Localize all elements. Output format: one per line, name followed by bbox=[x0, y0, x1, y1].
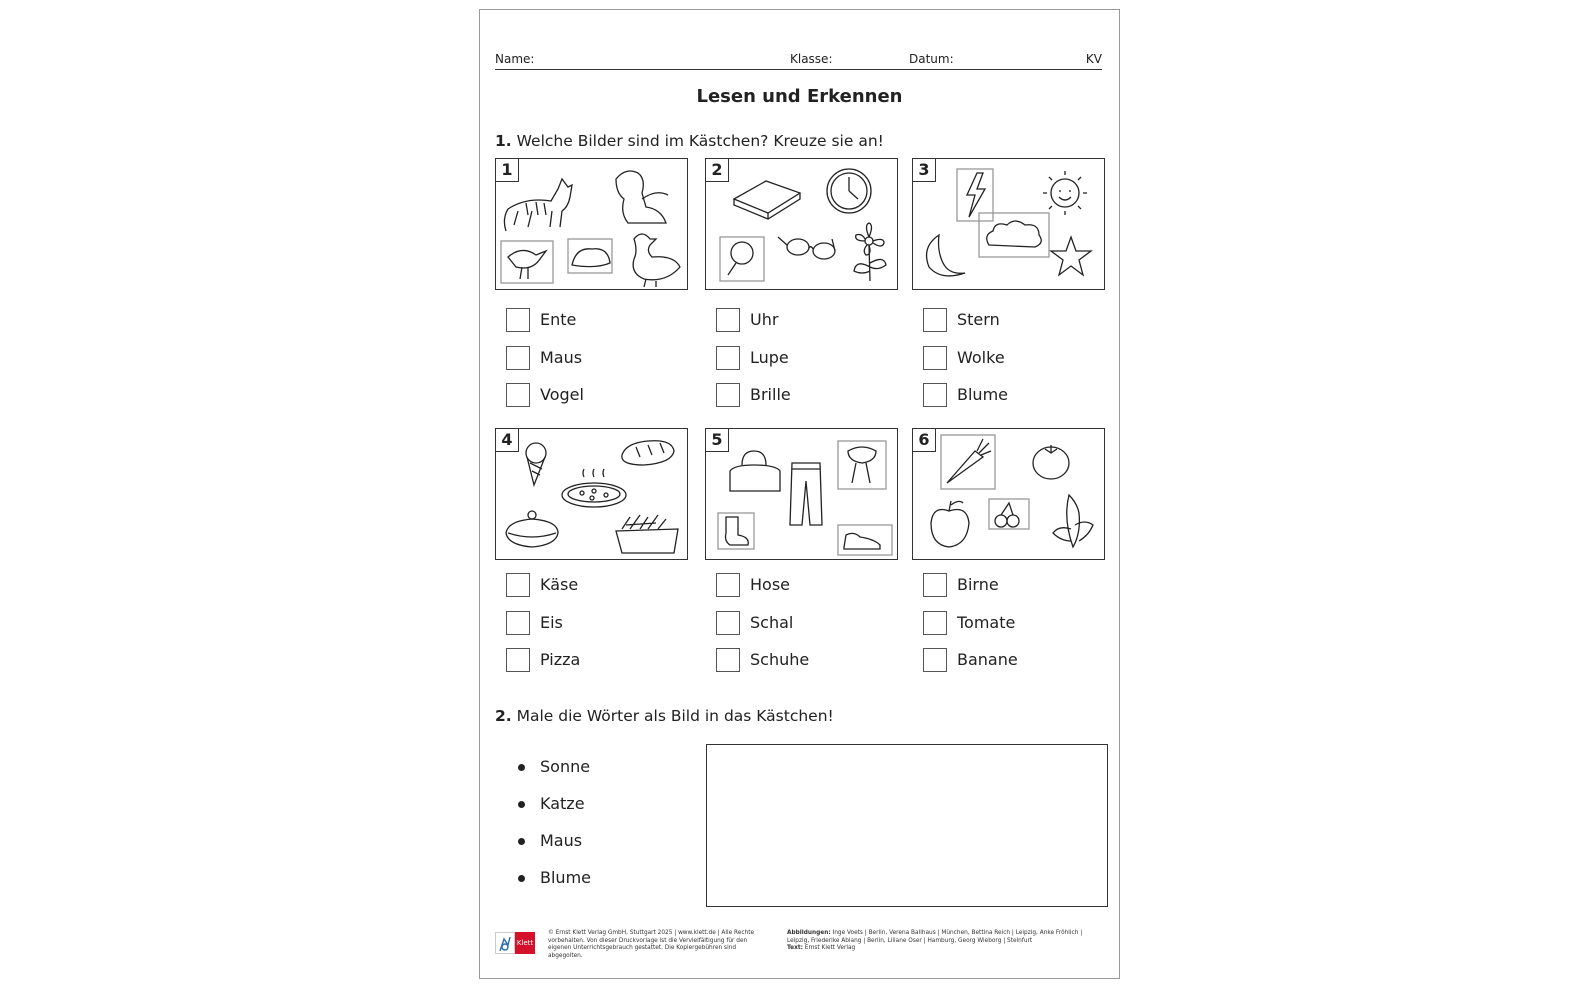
option-label: Lupe bbox=[750, 348, 789, 367]
frog-icon bbox=[568, 239, 612, 273]
shoes-icon bbox=[838, 525, 892, 555]
option-label: Pizza bbox=[540, 650, 581, 669]
scarf-icon bbox=[838, 441, 886, 489]
copyright-text: © Ernst Klett Verlag GmbH, Stuttgart 2025 | www.klett.de | Alle Rechte vorbehalten. Von dieser Druckvorlage ist die Vervielfältigung für den eigenen Unterrichtsgebrauch gestattet. Die Kopiergebühren sind abgegolten. bbox=[548, 930, 755, 959]
checkbox[interactable] bbox=[923, 611, 947, 635]
option-label: Stern bbox=[957, 310, 1000, 329]
header-line bbox=[495, 50, 1102, 70]
checkbox[interactable] bbox=[716, 346, 740, 370]
bird-icon bbox=[501, 241, 553, 283]
checkbox[interactable] bbox=[923, 648, 947, 672]
book-icon bbox=[734, 181, 800, 219]
option-label: Hose bbox=[750, 575, 790, 594]
fruit-illustration bbox=[913, 429, 1106, 561]
sky-illustration bbox=[913, 159, 1106, 291]
pizza-icon bbox=[562, 469, 626, 507]
option-label: Wolke bbox=[957, 348, 1005, 367]
name-label: Name: bbox=[495, 52, 535, 66]
option-label: Ente bbox=[540, 310, 577, 329]
box-number: 6 bbox=[912, 428, 936, 452]
box-number: 2 bbox=[705, 158, 729, 182]
dog-icon bbox=[616, 171, 668, 223]
bullet-icon bbox=[518, 801, 525, 808]
kv-label: KV bbox=[1085, 52, 1102, 66]
task-2-text: Male die Wörter als Bild in das Kästchen! bbox=[516, 707, 834, 725]
objects-illustration bbox=[706, 159, 899, 291]
checkbox[interactable] bbox=[506, 611, 530, 635]
checkbox[interactable] bbox=[716, 573, 740, 597]
apple-icon bbox=[931, 501, 969, 547]
text-label: Text: bbox=[787, 945, 803, 951]
carrot-icon bbox=[941, 435, 995, 489]
credits-text bbox=[787, 930, 1102, 953]
checkbox[interactable] bbox=[716, 648, 740, 672]
checkbox[interactable] bbox=[506, 648, 530, 672]
checkbox[interactable] bbox=[506, 308, 530, 332]
option-label: Maus bbox=[540, 348, 583, 367]
option-label: Schal bbox=[750, 613, 794, 632]
klasse-label: Klasse: bbox=[790, 52, 833, 66]
cloud-icon bbox=[979, 213, 1049, 257]
box-number: 4 bbox=[495, 428, 519, 452]
option-label: Birne bbox=[957, 575, 999, 594]
star-icon bbox=[1051, 237, 1091, 275]
picture-box-1 bbox=[495, 158, 688, 290]
picture-box-4 bbox=[495, 428, 688, 560]
cake-icon bbox=[506, 511, 558, 547]
handbag-icon bbox=[730, 451, 780, 491]
checkbox[interactable] bbox=[506, 573, 530, 597]
page-title: Lesen und Erkennen bbox=[696, 86, 903, 107]
box-number: 5 bbox=[705, 428, 729, 452]
option-label: Vogel bbox=[540, 385, 584, 404]
food-illustration bbox=[496, 429, 689, 561]
checkbox[interactable] bbox=[506, 383, 530, 407]
sock-icon bbox=[718, 513, 754, 549]
picture-box-6 bbox=[912, 428, 1105, 560]
checkbox[interactable] bbox=[716, 383, 740, 407]
checkbox[interactable] bbox=[923, 383, 947, 407]
bullet-icon bbox=[518, 838, 525, 845]
cat-icon bbox=[504, 179, 572, 231]
klett-logo-text: Klett bbox=[515, 932, 535, 954]
option-label: Tomate bbox=[957, 613, 1016, 632]
option-label: Banane bbox=[957, 650, 1018, 669]
cherries-icon bbox=[989, 499, 1029, 529]
ice-cream-icon bbox=[526, 443, 546, 485]
checkbox[interactable] bbox=[716, 308, 740, 332]
fries-icon bbox=[616, 515, 678, 553]
checkbox[interactable] bbox=[506, 346, 530, 370]
task-2-instruction bbox=[495, 707, 834, 725]
klett-logo-icon bbox=[495, 932, 515, 954]
sun-icon bbox=[1043, 171, 1087, 215]
banana-icon bbox=[1053, 495, 1093, 547]
clock-icon bbox=[827, 169, 871, 213]
word: Maus bbox=[540, 831, 583, 850]
datum-label: Datum: bbox=[909, 52, 954, 66]
magnifier-icon bbox=[720, 237, 764, 281]
task-1-instruction bbox=[495, 132, 884, 150]
box-number: 3 bbox=[912, 158, 936, 182]
glasses-icon bbox=[778, 237, 835, 259]
checkbox[interactable] bbox=[923, 308, 947, 332]
bread-icon bbox=[622, 441, 674, 465]
trousers-icon bbox=[790, 463, 822, 525]
word: Sonne bbox=[540, 757, 591, 776]
duck-icon bbox=[633, 234, 680, 287]
picture-box-3 bbox=[912, 158, 1105, 290]
task-1-number: 1. bbox=[495, 132, 512, 150]
task-1-text: Welche Bilder sind im Kästchen? Kreuze sie an! bbox=[516, 132, 884, 150]
bullet-icon bbox=[518, 875, 525, 882]
credits-label: Abbildungen: bbox=[787, 930, 831, 936]
option-label: Eis bbox=[540, 613, 563, 632]
picture-box-5 bbox=[705, 428, 898, 560]
bullet-icon bbox=[518, 764, 525, 771]
checkbox[interactable] bbox=[716, 611, 740, 635]
clothes-illustration bbox=[706, 429, 899, 561]
option-label: Uhr bbox=[750, 310, 779, 329]
checkbox[interactable] bbox=[923, 346, 947, 370]
word: Blume bbox=[540, 868, 591, 887]
option-label: Brille bbox=[750, 385, 791, 404]
checkbox[interactable] bbox=[923, 573, 947, 597]
klett-logo bbox=[495, 932, 535, 954]
tomato-icon bbox=[1033, 445, 1069, 479]
animals-illustration bbox=[496, 159, 689, 291]
option-label: Käse bbox=[540, 575, 579, 594]
worksheet-page bbox=[479, 9, 1120, 979]
text-value: Ernst Klett Verlag bbox=[804, 945, 856, 951]
option-label: Blume bbox=[957, 385, 1008, 404]
task-2-number: 2. bbox=[495, 707, 512, 725]
drawing-box[interactable] bbox=[706, 744, 1108, 907]
box-number: 1 bbox=[495, 158, 519, 182]
moon-icon bbox=[927, 235, 965, 276]
word: Katze bbox=[540, 794, 585, 813]
credits-value: Inge Voets | Berlin, Verena Ballhaus | München, Bettina Reich | Leipzig, Anke Fröhlich | Leipzig, Friederike Ablang | Berlin, Liliane Oser | Hamburg, Georg Wieborg | Steinfurt bbox=[787, 930, 1083, 944]
picture-box-2 bbox=[705, 158, 898, 290]
option-label: Schuhe bbox=[750, 650, 810, 669]
flower-icon bbox=[854, 223, 886, 281]
